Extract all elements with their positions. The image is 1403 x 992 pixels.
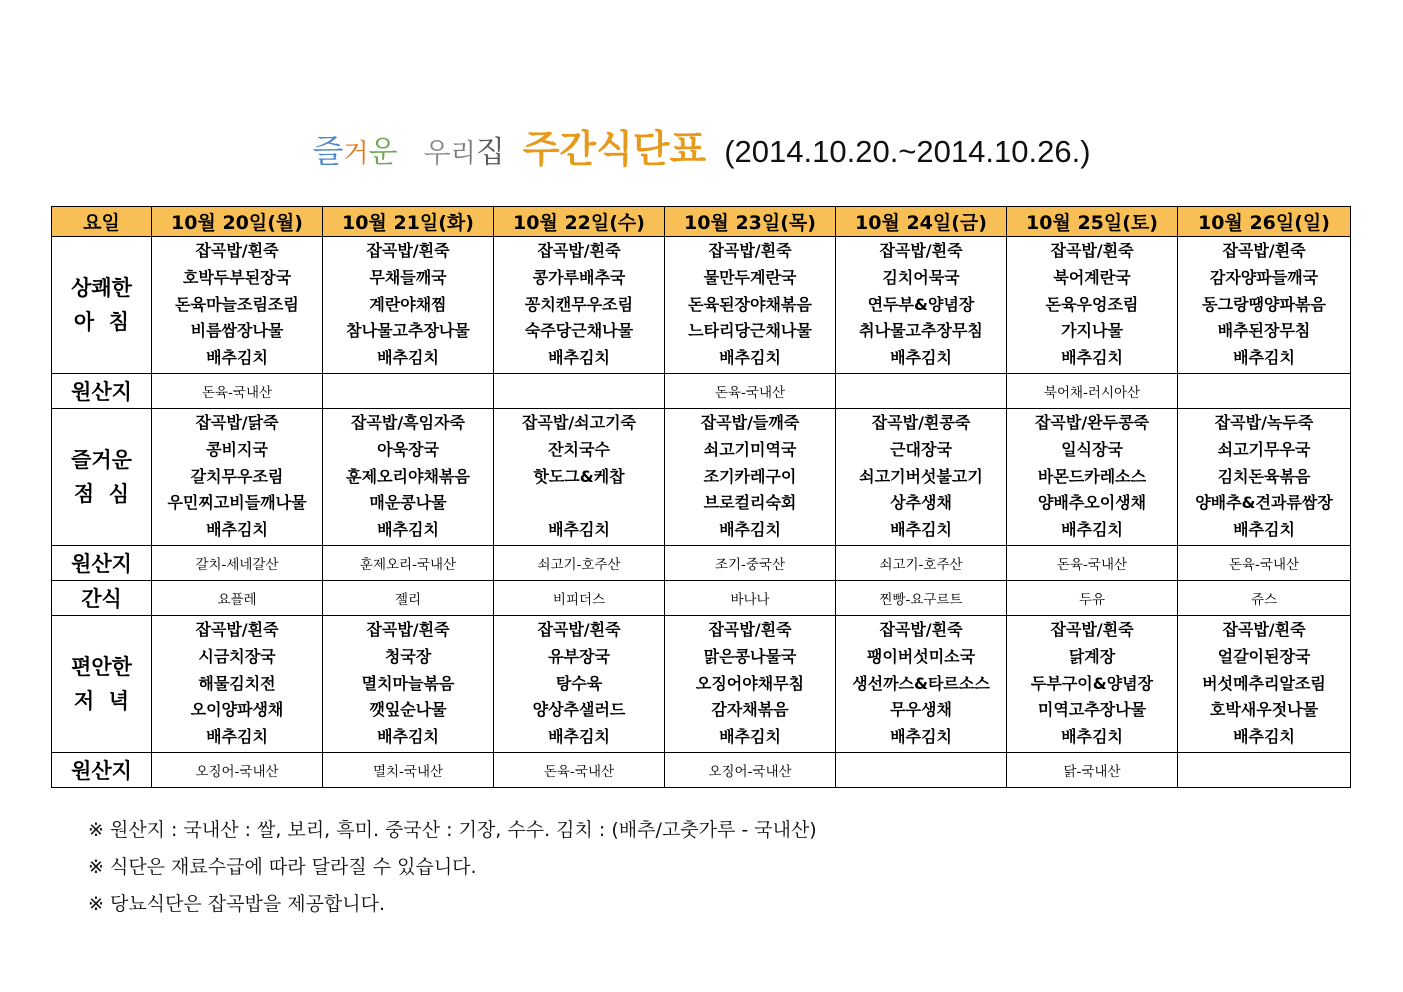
page-title [0, 118, 1403, 173]
lunch-cell [836, 409, 1007, 546]
dish-item: 닭계장 [1068, 646, 1116, 666]
dish-item [494, 490, 664, 517]
day-header: 10월 24일(금) [836, 207, 1007, 237]
dish-item: 잡곡밥/흰죽 [1050, 620, 1134, 640]
origin-cell: 오징어-국내산 [152, 753, 323, 788]
menu-table [51, 206, 1351, 788]
dish-item: 탕수육 [555, 673, 603, 693]
dish-item: 잔치국수 [548, 439, 610, 459]
label-line: 편안한 [71, 655, 132, 679]
dish-item: 시금치장국 [198, 646, 276, 666]
day-header: 10월 21일(화) [323, 207, 494, 237]
origin-cell: 쇠고기-호주산 [494, 546, 665, 581]
day-header: 10월 23일(목) [665, 207, 836, 237]
breakfast-label [52, 237, 152, 374]
dish-item: 버섯메추리알조림 [1202, 673, 1326, 693]
origin-cell: 북어채-러시아산 [1007, 374, 1178, 409]
dish-item: 일식장국 [1061, 439, 1123, 459]
dish-item: 배추김치 [206, 520, 268, 540]
dish-item: 아욱장국 [377, 439, 439, 459]
dish-item: 돈육우엉조림 [1045, 294, 1139, 314]
dish-item: 브로컬리숙회 [703, 493, 797, 513]
breakfast-cell [1178, 237, 1351, 374]
dish-item: 팽이버섯미소국 [866, 646, 976, 666]
dish-item: 유부장국 [548, 646, 610, 666]
dish-item: 깻잎순나물 [369, 700, 447, 720]
snack-cell: 바나나 [665, 581, 836, 616]
dish-item: 잡곡밥/녹두죽 [1214, 413, 1314, 433]
origin-label: 원산지 [52, 546, 152, 581]
origin-cell: 조기-중국산 [665, 546, 836, 581]
lunch-cell [323, 409, 494, 546]
label-line: 상쾌한 [71, 276, 132, 300]
snack-label: 간식 [52, 581, 152, 616]
dish-item: 잡곡밥/닭죽 [195, 413, 279, 433]
label-line: 저 녁 [73, 689, 130, 713]
label-line: 즐거운 [71, 448, 132, 472]
dish-item: 배추된장무침 [1217, 321, 1311, 341]
dish-item: 양배추&견과류쌈장 [1195, 493, 1333, 513]
dish-item: 갈치무우조림 [190, 466, 284, 486]
day-header: 10월 20일(월) [152, 207, 323, 237]
origin-label: 원산지 [52, 753, 152, 788]
origin-cell: 멸치-국내산 [323, 753, 494, 788]
title-date: (2014.10.20.~2014.10.26.) [724, 134, 1091, 169]
dish-item: 배추김치 [719, 520, 781, 540]
dish-item: 무우생채 [890, 700, 952, 720]
dish-item: 청국장 [384, 646, 432, 666]
breakfast-cell [665, 237, 836, 374]
dish-item: 연두부&양념장 [867, 294, 975, 314]
dinner-cell [836, 616, 1007, 753]
dish-item: 잡곡밥/흰죽 [1222, 620, 1306, 640]
dish-item: 물만두계란국 [703, 267, 797, 287]
origin-label: 원산지 [52, 374, 152, 409]
lunch-cell [1007, 409, 1178, 546]
dish-item: 배추김치 [1061, 348, 1123, 368]
dish-item: 맑은콩나물국 [703, 646, 797, 666]
dish-item: 해물김치전 [198, 673, 276, 693]
breakfast-origin-row [52, 374, 1351, 409]
origin-cell [1178, 753, 1351, 788]
snack-cell: 요플레 [152, 581, 323, 616]
dish-item: 배추김치 [377, 727, 439, 747]
dish-item: 멸치마늘볶음 [361, 673, 455, 693]
dish-item: 배추김치 [1233, 727, 1295, 747]
dish-item: 잡곡밥/완두콩죽 [1034, 413, 1150, 433]
dish-item: 잡곡밥/흰죽 [537, 620, 621, 640]
header-row [52, 207, 1351, 237]
dinner-cell [152, 616, 323, 753]
dish-item: 배추김치 [890, 348, 952, 368]
dish-item: 근대장국 [890, 439, 952, 459]
lunch-cell [152, 409, 323, 546]
dish-item: 쇠고기무우국 [1217, 439, 1311, 459]
breakfast-cell [152, 237, 323, 374]
dish-item: 얼갈이된장국 [1217, 646, 1311, 666]
dish-item: 계란야채찜 [369, 294, 447, 314]
title-char: 거 [343, 139, 369, 169]
dish-item: 배추김치 [1233, 520, 1295, 540]
title-char: 집 [475, 135, 505, 170]
dish-item: 콩비지국 [206, 439, 268, 459]
day-header: 10월 25일(토) [1007, 207, 1178, 237]
origin-cell: 돈육-국내산 [494, 753, 665, 788]
dish-item: 배추김치 [719, 348, 781, 368]
lunch-cell [494, 409, 665, 546]
dish-item: 잡곡밥/흰죽 [1222, 241, 1306, 261]
breakfast-cell [494, 237, 665, 374]
dish-item: 김치어묵국 [882, 267, 960, 287]
dish-item: 김치돈육볶음 [1217, 466, 1311, 486]
origin-cell: 돈육-국내산 [1178, 546, 1351, 581]
dish-item: 매운콩나물 [369, 493, 447, 513]
dish-item: 잡곡밥/흰죽 [195, 241, 279, 261]
dish-item: 쇠고기미역국 [703, 439, 797, 459]
dish-item: 숙주당근채나물 [524, 321, 634, 341]
title-char: 즐 [312, 132, 344, 170]
dish-item: 배추김치 [377, 348, 439, 368]
dish-item: 오이양파생채 [190, 700, 284, 720]
dish-item: 배추김치 [206, 727, 268, 747]
breakfast-cell [836, 237, 1007, 374]
dish-item: 상추생채 [890, 493, 952, 513]
dish-item: 배추김치 [548, 727, 610, 747]
dish-item: 잡곡밥/흰죽 [879, 241, 963, 261]
snack-cell: 찐빵-요구르트 [836, 581, 1007, 616]
breakfast-row [52, 237, 1351, 374]
note-line: ※ 당뇨식단은 잡곡밥을 제공합니다. [88, 893, 386, 915]
origin-cell [836, 374, 1007, 409]
snack-cell: 젤리 [323, 581, 494, 616]
dish-item: 배추김치 [1061, 520, 1123, 540]
dish-item: 느타리당근채나물 [688, 321, 812, 341]
dish-item: 동그랑땡양파볶음 [1202, 294, 1326, 314]
origin-cell: 훈제오리-국내산 [323, 546, 494, 581]
notes [88, 812, 817, 923]
dish-item: 잡곡밥/흰죽 [708, 620, 792, 640]
snack-row [52, 581, 1351, 616]
header-corner: 요일 [52, 207, 152, 237]
dish-item: 잡곡밥/흰죽 [879, 620, 963, 640]
title-main: 주간식단표 [522, 127, 707, 171]
dish-item: 잡곡밥/쇠고기죽 [521, 413, 637, 433]
dish-item: 우민찌고비들깨나물 [167, 493, 307, 513]
origin-cell [494, 374, 665, 409]
dinner-row [52, 616, 1351, 753]
dinner-origin-row [52, 753, 1351, 788]
lunch-cell [665, 409, 836, 546]
dish-item: 취나물고추장무침 [859, 321, 983, 341]
origin-cell: 돈육-국내산 [152, 374, 323, 409]
dish-item: 배추김치 [890, 520, 952, 540]
origin-cell [836, 753, 1007, 788]
dish-item: 양상추샐러드 [532, 700, 626, 720]
origin-cell: 돈육-국내산 [665, 374, 836, 409]
dinner-cell [665, 616, 836, 753]
dish-item: 훈제오리야채볶음 [346, 466, 470, 486]
dish-item: 배추김치 [377, 520, 439, 540]
dish-item: 가지나물 [1061, 321, 1123, 341]
dish-item: 잡곡밥/흰죽 [537, 241, 621, 261]
origin-cell: 오징어-국내산 [665, 753, 836, 788]
origin-cell: 닭-국내산 [1007, 753, 1178, 788]
origin-cell: 돈육-국내산 [1007, 546, 1178, 581]
dish-item: 핫도그&케찹 [533, 466, 625, 486]
dinner-cell [1007, 616, 1178, 753]
label-line: 점 심 [73, 482, 130, 506]
dish-item: 잡곡밥/흰죽 [1050, 241, 1134, 261]
origin-cell [1178, 374, 1351, 409]
snack-cell: 두유 [1007, 581, 1178, 616]
dish-item: 오징어야채무침 [695, 673, 805, 693]
dish-item: 배추김치 [548, 348, 610, 368]
title-char: 운 [368, 135, 398, 170]
dish-item: 콩가루배추국 [532, 267, 626, 287]
dish-item: 참나물고추장나물 [346, 321, 470, 341]
dinner-cell [1178, 616, 1351, 753]
dish-item: 바몬드카레소스 [1037, 466, 1147, 486]
dish-item: 두부구이&양념장 [1030, 673, 1154, 693]
dish-item: 돈육마늘조림조림 [175, 294, 299, 314]
dish-item: 북어계란국 [1053, 267, 1131, 287]
dish-item: 꽁치캔무우조림 [524, 294, 634, 314]
dish-item: 잡곡밥/흑임자죽 [350, 413, 466, 433]
dish-item: 양배추오이생채 [1037, 493, 1147, 513]
dish-item: 잡곡밥/들깨죽 [700, 413, 800, 433]
dish-item: 배추김치 [719, 727, 781, 747]
dish-item: 잡곡밥/흰콩죽 [871, 413, 971, 433]
snack-cell: 쥬스 [1178, 581, 1351, 616]
dish-item: 배추김치 [548, 520, 610, 540]
note-line: ※ 식단은 재료수급에 따라 달라질 수 있습니다. [88, 856, 477, 878]
dish-item: 조기카레구이 [703, 466, 797, 486]
lunch-cell [1178, 409, 1351, 546]
note-line: ※ 원산지 : 국내산 : 쌀, 보리, 흑미. 중국산 : 기장, 수수. 김치 : (배추/고춧가루 - 국내산) [88, 819, 817, 841]
dish-item: 감자양파들깨국 [1209, 267, 1319, 287]
day-header: 10월 26일(일) [1178, 207, 1351, 237]
dish-item: 잡곡밥/흰죽 [366, 620, 450, 640]
origin-cell: 갈치-세네갈산 [152, 546, 323, 581]
dish-item: 감자채볶음 [711, 700, 789, 720]
title-char: 우 [423, 136, 451, 169]
dinner-label [52, 616, 152, 753]
dinner-cell [494, 616, 665, 753]
dinner-cell [323, 616, 494, 753]
dish-item: 잡곡밥/흰죽 [366, 241, 450, 261]
dish-item: 미역고추장나물 [1037, 700, 1147, 720]
title-char: 리 [450, 139, 476, 169]
dish-item: 배추김치 [1233, 348, 1295, 368]
dish-item: 생선까스&타르소스 [852, 673, 990, 693]
dish-item: 배추김치 [890, 727, 952, 747]
breakfast-cell [1007, 237, 1178, 374]
label-line: 아 침 [73, 310, 130, 334]
lunch-origin-row [52, 546, 1351, 581]
dish-item: 배추김치 [1061, 727, 1123, 747]
dish-item: 잡곡밥/흰죽 [195, 620, 279, 640]
dish-item: 쇠고기버섯불고기 [859, 466, 983, 486]
origin-cell: 쇠고기-호주산 [836, 546, 1007, 581]
breakfast-cell [323, 237, 494, 374]
dish-item: 잡곡밥/흰죽 [708, 241, 792, 261]
lunch-label [52, 409, 152, 546]
dish-item: 배추김치 [206, 348, 268, 368]
dish-item: 호박새우젓나물 [1209, 700, 1319, 720]
lunch-row [52, 409, 1351, 546]
dish-item: 호박두부된장국 [182, 267, 292, 287]
snack-cell: 비피더스 [494, 581, 665, 616]
dish-item: 무채들깨국 [369, 267, 447, 287]
dish-item: 비름쌈장나물 [190, 321, 284, 341]
dish-item: 돈육된장야채볶음 [688, 294, 812, 314]
day-header: 10월 22일(수) [494, 207, 665, 237]
origin-cell [323, 374, 494, 409]
